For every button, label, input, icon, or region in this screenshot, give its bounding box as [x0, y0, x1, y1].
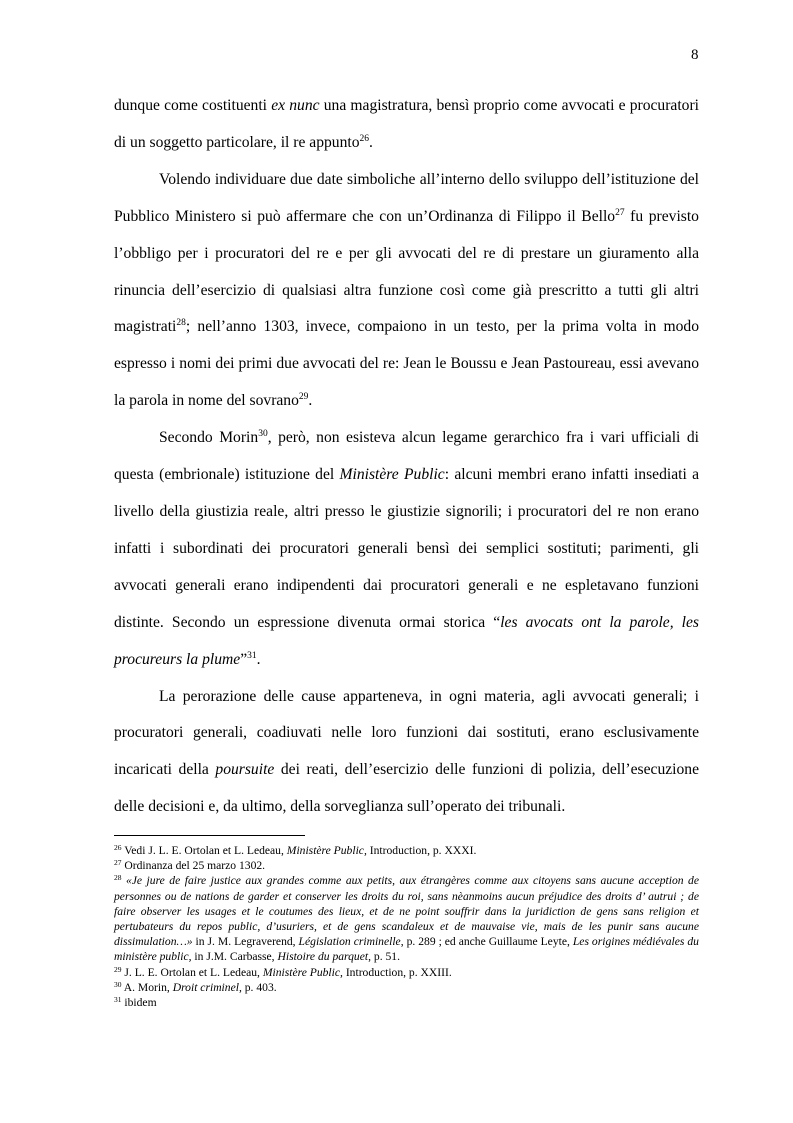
footnote-31 — [114, 995, 699, 1010]
footnote-ref-31[interactable]: 31 — [247, 650, 257, 661]
italic-quote: les avocats ont la parole, les procureurs la plume — [114, 613, 700, 668]
paragraph-1 — [114, 88, 699, 162]
footnote-number: 30 — [114, 979, 122, 989]
text-run: Volendo individuare due date simboliche all’interno dello sviluppo dell’istituzione del Pubblico Ministero si può affermare che con un’Ordinanza di Filippo il Bello — [114, 170, 699, 225]
text-run: Secondo Morin — [159, 429, 259, 447]
footnote-ref-28[interactable]: 28 — [176, 318, 186, 329]
footnote-29 — [114, 965, 699, 980]
text-run: Introduction, p. XXXI. — [366, 844, 477, 857]
footnote-ref-30[interactable]: 30 — [258, 429, 268, 440]
footnote-ref-29[interactable]: 29 — [298, 392, 309, 403]
body-text — [114, 88, 699, 826]
text-run: ibidem — [121, 996, 157, 1010]
text-run: in J.M. Carbasse, — [191, 950, 278, 964]
italic-run: Ministère Public — [339, 466, 445, 484]
footnote-30 — [114, 980, 699, 995]
text-run: fu previsto l’obbligo per i procuratori del re e per gli avvocati del re di prestare un giuramento alla rinuncia dell’esercizio di qualsiasi altra funzione così come già prescritto a tutti gli altri magistrati — [114, 207, 699, 336]
text-run: ” — [240, 650, 248, 668]
footnotes — [114, 843, 699, 1010]
italic-run: ex nunc — [271, 97, 320, 114]
italic-run: Ministère Public, — [262, 965, 343, 979]
italic-run: Les origines médiévales du ministère public, — [114, 935, 699, 964]
text-run: . — [256, 650, 261, 668]
text-run: , p. 51. — [368, 950, 400, 964]
footnote-number: 26 — [114, 843, 122, 852]
text-run: A. Morin, — [121, 980, 173, 994]
text-run: . — [369, 133, 373, 151]
text-run: ; nell’anno 1303, invece, compaiono in un testo, per la prima volta in modo espresso i nomi dei primi due avvocati del re: Jean le Boussu e Jean Pastoureau, essi avevano la parola in nome del sovrano — [114, 318, 699, 410]
text-run: dunque come costituenti — [114, 97, 272, 114]
paragraph-2 — [114, 162, 699, 420]
italic-run: Législation criminelle — [298, 935, 401, 949]
text-run: . — [308, 392, 313, 410]
italic-run: Histoire du parquet — [277, 950, 369, 964]
paragraph-4 — [114, 679, 699, 827]
footnote-28 — [114, 873, 699, 964]
text-run: p. 403. — [241, 980, 277, 994]
text-run: , p. 289 ; ed anche Guillaume Leyte, — [400, 935, 573, 949]
text-run: Introduction, p. XXIII. — [342, 965, 452, 979]
footnote-number: 27 — [114, 858, 122, 868]
footnote-number: 29 — [114, 964, 122, 974]
page-number: 8 — [691, 47, 699, 63]
oath-quote: «Je jure de faire justice aux grandes comme aux petits, aux étrangères comme aux citoyens sans aucune acception de personnes ou de nations de garder et conserver les droits du roi, sans nèanmoins aucun préjudice des droits d’ autrui ; de faire observer les usages et le coutumes des lieux, et de ne point souffrir dans la juridiction de gens sans religion et pertubateurs du repos public, d’usuriers, et de gens scandaleux et de mauvaise vie, mais de les punir sans aucune dissimulation…» — [114, 874, 699, 949]
text-run: J. L. E. Ortolan et L. Ledeau, — [121, 965, 263, 979]
text-run: Vedi J. L. E. Ortolan et L. Ledeau, — [121, 844, 287, 857]
text-run: La perorazione delle cause apparteneva, in ogni materia, agli avvocati generali; i procuratori generali, coadiuvati nelle loro funzioni dai sostituti, erano esclusivamente incaricati della — [114, 687, 699, 779]
italic-run: Droit criminel, — [172, 980, 242, 994]
footnote-27 — [114, 858, 699, 873]
text-run: una magistratura, bensì proprio come avvocati e procuratori di un soggetto particolare, il re appunto — [114, 97, 699, 151]
footnote-ref-27[interactable]: 27 — [615, 207, 625, 218]
text-run: Ordinanza del 25 marzo 1302. — [121, 859, 266, 873]
footnote-number: 31 — [114, 995, 122, 1005]
text-run: dei reati, dell’esercizio delle funzioni di polizia, dell’esecuzione delle decisioni e, da ultimo, della sorveglianza sull’operato dei tribunali. — [114, 761, 700, 816]
footnote-number: 28 — [114, 873, 122, 883]
footnote-ref-26[interactable]: 26 — [359, 133, 370, 144]
footnote-26 — [114, 843, 699, 858]
italic-run: poursuite — [215, 761, 275, 779]
text-run: in J. M. Legraverend, — [192, 935, 299, 949]
text-run: : alcuni membri erano infatti insediati a livello della giustizia reale, altri presso le giustizie signorili; i procuratori del re non erano infatti i subordinati dei procuratori generali bensì dei semplici sostituti; parimenti, gli avvocati generali erano indipendenti dai procuratori generali e ne espletavano funzioni distinte. Secondo un espressione divenuta ormai storica “ — [114, 466, 699, 631]
text-run: , però, non esisteva alcun legame gerarchico fra i vari ufficiali di questa (embrionale) istituzione del — [114, 429, 700, 484]
italic-run: Ministère Public, — [286, 844, 367, 857]
footnote-separator — [114, 835, 305, 836]
paragraph-3 — [114, 420, 699, 678]
